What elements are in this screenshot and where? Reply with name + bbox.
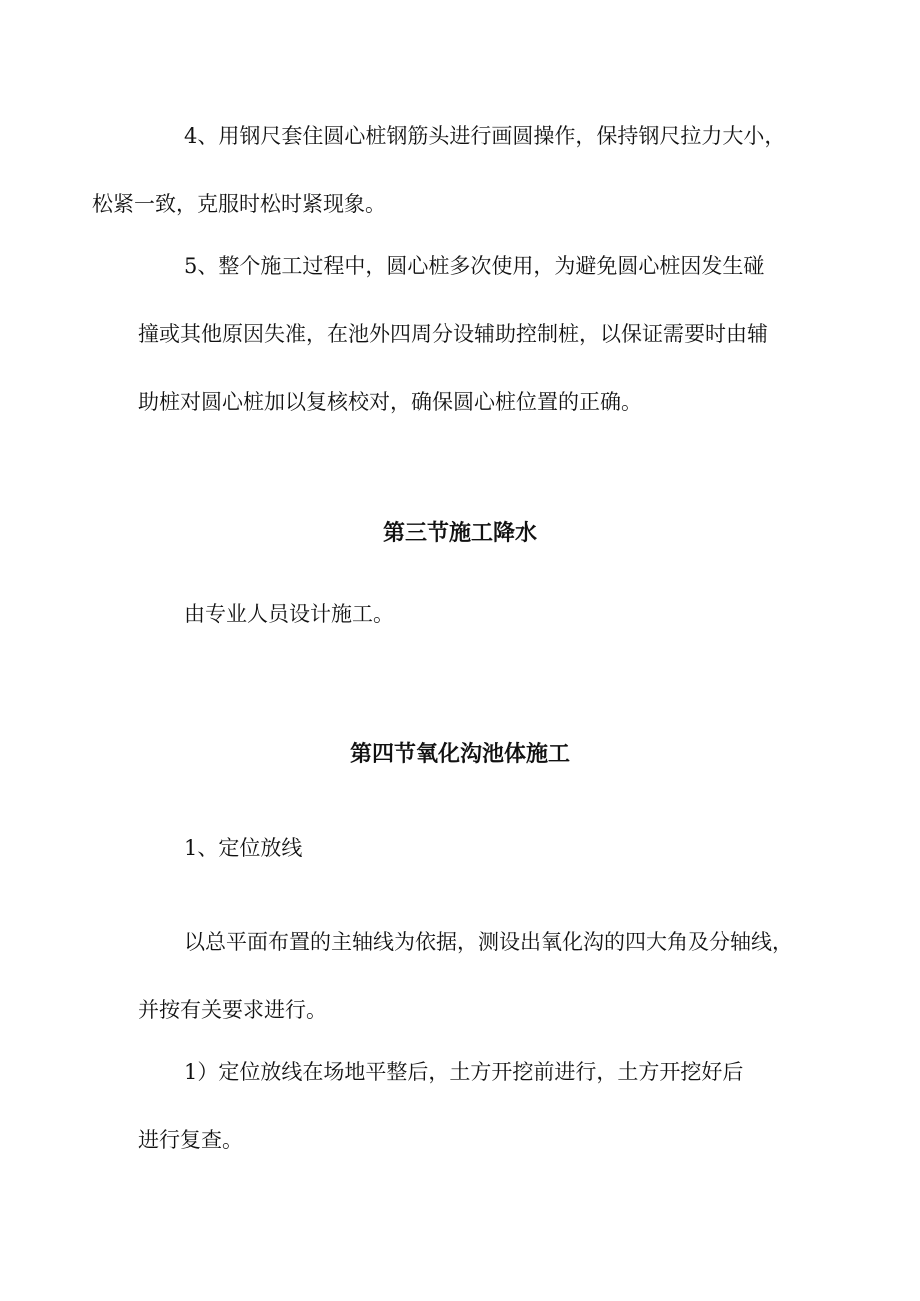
- section-4-sub-1: [138, 1038, 802, 1174]
- section-4-heading: 第四节氧化沟池体施工: [349, 742, 570, 767]
- section-4-item-1: [138, 814, 802, 882]
- section-4-intro: [138, 908, 802, 1044]
- paragraph-line: 撞或其他原因失准，在池外四周分设辅助控制桩，以保证需要时由辅: [138, 322, 768, 346]
- paragraph-step-5: [138, 232, 802, 436]
- paragraph-step-4: [92, 102, 802, 238]
- paragraph-line: 4、用钢尺套住圆心桩钢筋头进行画圆操作，保持钢尺拉力大小，: [184, 124, 786, 148]
- paragraph-line: 进行复查。: [138, 1128, 243, 1152]
- paragraph-line: 5、整个施工过程中，圆心桩多次使用，为避免圆心桩因发生碰: [184, 254, 765, 278]
- paragraph-line: 1、定位放线: [184, 836, 303, 860]
- paragraph-line: 1）定位放线在场地平整后，土方开挖前进行，土方开挖好后: [184, 1060, 744, 1084]
- section-3-heading: 第三节施工降水: [382, 521, 537, 546]
- paragraph-line: 松紧一致，克服时松时紧现象。: [92, 192, 386, 216]
- paragraph-line: 以总平面布置的主轴线为依据，测设出氧化沟的四大角及分轴线，: [184, 930, 793, 954]
- paragraph-line: 由专业人员设计施工。: [184, 602, 394, 626]
- section-3-body: [138, 580, 802, 648]
- paragraph-line: 并按有关要求进行。: [138, 998, 327, 1022]
- paragraph-line: 助桩对圆心桩加以复核校对，确保圆心桩位置的正确。: [138, 390, 642, 414]
